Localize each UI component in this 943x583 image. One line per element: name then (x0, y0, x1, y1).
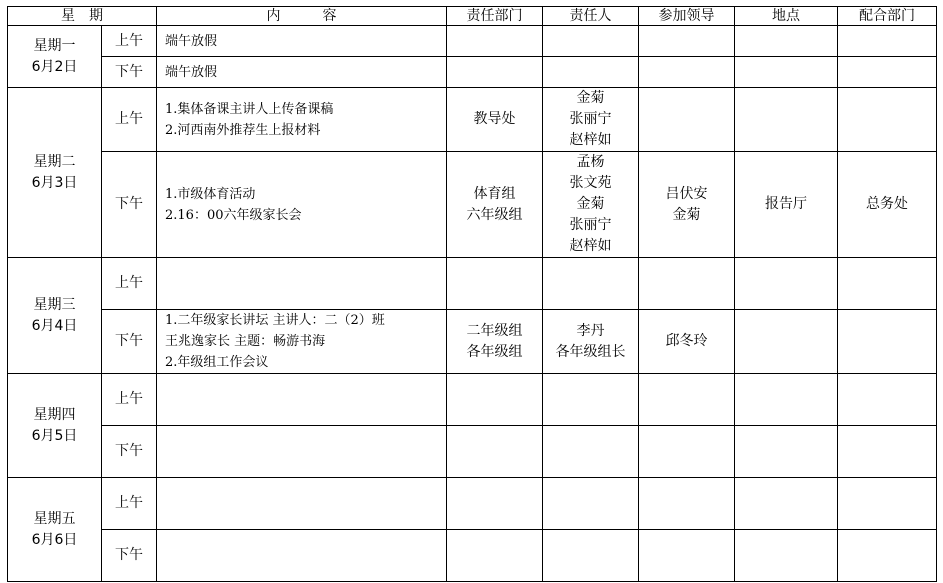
day-cell (8, 374, 102, 478)
day-date: 6月3日 (31, 174, 78, 191)
table-row (8, 88, 937, 152)
leader-cell (639, 258, 735, 310)
content-cell (157, 258, 447, 310)
day-date: 6月6日 (31, 531, 78, 548)
location-cell (735, 530, 838, 582)
table-row (8, 530, 937, 582)
leader-cell (639, 152, 735, 258)
header-location: 地点 (735, 7, 838, 26)
person-line: 各年级组长 (555, 343, 626, 360)
person-cell (543, 530, 639, 582)
content-cell (157, 57, 447, 88)
department-cell (447, 478, 543, 530)
location-cell: 报告厅 (735, 152, 838, 258)
leader-line: 金菊 (672, 206, 701, 223)
table-row (8, 258, 937, 310)
day-cell (8, 478, 102, 582)
content-line: 1.二年级家长讲坛 主讲人：二（2）班 (165, 313, 385, 328)
header-week: 星 期 (8, 7, 157, 26)
content-cell (157, 374, 447, 426)
person-cell (543, 426, 639, 478)
person-line: 李丹 (576, 322, 605, 339)
department-cell (447, 57, 543, 88)
department-line: 六年级组 (466, 206, 523, 223)
person-line: 金菊 (576, 90, 605, 106)
person-cell (543, 478, 639, 530)
header-department: 责任部门 (447, 7, 543, 26)
cooperate-cell (838, 426, 937, 478)
table-row (8, 426, 937, 478)
location-cell (735, 310, 838, 374)
content-line: 端午放假 (165, 64, 218, 80)
location-cell (735, 426, 838, 478)
half-label: 上午 (102, 26, 157, 57)
location-cell (735, 374, 838, 426)
half-label: 下午 (102, 152, 157, 258)
content-line: 1.集体备课主讲人上传备课稿 (165, 101, 334, 117)
leader-cell (639, 426, 735, 478)
location-cell (735, 88, 838, 152)
content-cell (157, 426, 447, 478)
day-date: 6月5日 (31, 427, 78, 444)
cooperate-cell (838, 374, 937, 426)
location-cell (735, 258, 838, 310)
person-cell (543, 310, 639, 374)
content-line: 2.年级组工作会议 (165, 355, 269, 370)
person-cell (543, 374, 639, 426)
leader-cell (639, 530, 735, 582)
day-cell (8, 88, 102, 258)
leader-cell (639, 57, 735, 88)
day-name: 星期五 (33, 510, 76, 527)
content-line: 王兆逸家长 主题：畅游书海 (165, 334, 326, 349)
person-cell (543, 57, 639, 88)
leader-cell (639, 310, 735, 374)
weekly-schedule-table (7, 6, 937, 582)
day-cell (8, 258, 102, 374)
table-row (8, 478, 937, 530)
department-line: 教导处 (473, 111, 516, 127)
person-cell (543, 152, 639, 258)
leader-line: 吕伏安 (665, 185, 708, 202)
table-row (8, 152, 937, 258)
content-cell (157, 152, 447, 258)
day-date: 6月4日 (31, 317, 78, 334)
cooperate-cell (838, 530, 937, 582)
header-leader: 参加领导 (639, 7, 735, 26)
department-cell (447, 426, 543, 478)
table-row (8, 310, 937, 374)
cooperate-cell (838, 26, 937, 57)
department-cell (447, 152, 543, 258)
day-name: 星期四 (33, 406, 76, 423)
content-cell (157, 26, 447, 57)
person-cell (543, 26, 639, 57)
half-label: 上午 (102, 258, 157, 310)
content-line: 2.16：00六年级家长会 (165, 207, 302, 223)
department-cell (447, 88, 543, 152)
leader-cell (639, 374, 735, 426)
person-line: 赵梓如 (569, 132, 612, 148)
department-cell (447, 26, 543, 57)
location-cell (735, 57, 838, 88)
half-label: 下午 (102, 57, 157, 88)
leader-cell (639, 26, 735, 57)
person-line: 张丽宁 (569, 217, 612, 233)
leader-line: 邱冬玲 (665, 333, 708, 349)
content-cell (157, 478, 447, 530)
content-cell (157, 530, 447, 582)
half-label: 下午 (102, 530, 157, 582)
department-cell (447, 374, 543, 426)
half-label: 上午 (102, 478, 157, 530)
department-cell (447, 258, 543, 310)
person-cell (543, 258, 639, 310)
department-cell (447, 530, 543, 582)
department-line: 二年级组 (466, 322, 523, 339)
header-person: 责任人 (543, 7, 639, 26)
header-content: 内 容 (157, 7, 447, 26)
person-line: 金菊 (576, 196, 605, 212)
day-name: 星期二 (33, 153, 76, 170)
department-line: 各年级组 (466, 343, 523, 360)
department-cell (447, 310, 543, 374)
table-row (8, 374, 937, 426)
cooperate-cell (838, 57, 937, 88)
cooperate-cell (838, 310, 937, 374)
location-cell (735, 478, 838, 530)
leader-cell (639, 478, 735, 530)
cooperate-cell: 总务处 (838, 152, 937, 258)
person-cell (543, 88, 639, 152)
cooperate-cell (838, 258, 937, 310)
day-cell (8, 26, 102, 88)
cooperate-cell (838, 88, 937, 152)
leader-cell (639, 88, 735, 152)
cooperate-cell (838, 478, 937, 530)
person-line: 孟杨 (576, 154, 605, 170)
half-label: 下午 (102, 310, 157, 374)
person-line: 张丽宁 (569, 111, 612, 127)
half-label: 下午 (102, 426, 157, 478)
content-cell (157, 88, 447, 152)
content-line: 2.河西南外推荐生上报材料 (165, 122, 321, 138)
content-line: 1.市级体育活动 (165, 186, 256, 202)
person-line: 赵梓如 (569, 238, 612, 254)
header-row (8, 7, 937, 26)
department-line: 体育组 (473, 185, 516, 202)
day-name: 星期三 (33, 296, 76, 313)
day-date: 6月2日 (31, 58, 78, 75)
content-cell (157, 310, 447, 374)
location-cell (735, 26, 838, 57)
content-line: 端午放假 (165, 33, 218, 49)
half-label: 上午 (102, 88, 157, 152)
half-label: 上午 (102, 374, 157, 426)
person-line: 张文苑 (569, 175, 612, 191)
table-row (8, 26, 937, 57)
header-cooperate: 配合部门 (838, 7, 937, 26)
table-row (8, 57, 937, 88)
day-name: 星期一 (33, 37, 76, 54)
